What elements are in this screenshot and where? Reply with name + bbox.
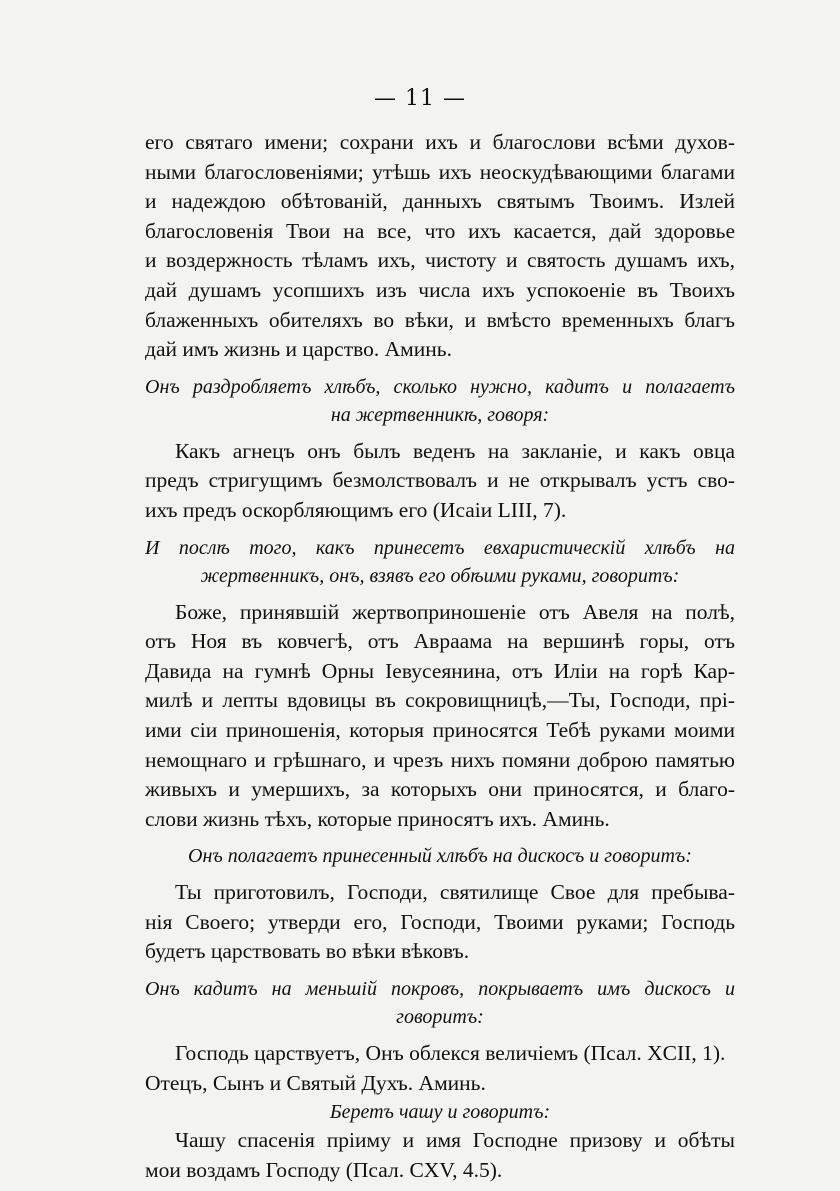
rubric-line: Онъ кадитъ на меньшій покровъ, покрываетъ имъ дискосъ и: [145, 978, 735, 1001]
text-line: Господь царствуетъ, Онъ облекся величіемъ (Псал. XCII, 1).: [175, 1041, 726, 1066]
rubric-line: на жертвенникѣ, говоря:: [330, 403, 550, 426]
paragraph-psalm-92: [145, 1039, 735, 1098]
rubric-line: Беретъ чашу и говоритъ:: [329, 1101, 551, 1124]
text-line: живыхъ и умершихъ, за которыхъ они приносятся, и благо-: [145, 777, 735, 802]
text-line: Чашу спасенія пріиму и имя Господне призову и обѣты: [175, 1128, 735, 1153]
rubric-instruction: [145, 373, 735, 429]
text-line: предъ стригущимъ безмолствовалъ и не открывалъ устъ сво-: [145, 468, 735, 493]
text-line: блаженныхъ обителяхъ во вѣки, и вмѣсто временныхъ благъ: [145, 307, 735, 332]
text-line: Давида на гумнѣ Орны Іевусеянина, отъ Иліи на горѣ Кар-: [145, 658, 735, 683]
text-line: отъ Ноя въ ковчегѣ, отъ Авраама на вершинѣ горы, отъ: [145, 629, 735, 654]
rubric-line: говоритъ:: [396, 1006, 484, 1029]
rubric-instruction: [145, 842, 735, 870]
text-line: ими сіи приношенія, которыя приносятся Тебѣ руками моими: [145, 717, 735, 742]
text-line: и воздержность тѣламъ ихъ, чистоту и святость душамъ ихъ,: [145, 248, 735, 273]
rubric-line: Онъ раздробляетъ хлѣбъ, сколько нужно, кадитъ и полагаетъ: [145, 375, 735, 398]
text-line: Какъ агнецъ онъ былъ веденъ на закланіе, и какъ овца: [175, 438, 735, 463]
rubric-instruction: [145, 534, 735, 590]
paragraph-prayer-blessing: [145, 128, 735, 365]
text-line: немощнаго и грѣшнаго, и чрезъ нихъ помяни доброю памятью: [145, 747, 735, 772]
text-line: Ты приготовилъ, Господи, святилище Свое для пребыва-: [175, 880, 735, 905]
text-line: благословенія Твои на все, что ихъ касается, дай здоровье: [145, 218, 735, 243]
text-line: его святаго имени; сохрани ихъ и благослови всѣми духов-: [145, 130, 735, 154]
text-line: будетъ царствовать во вѣки вѣковъ.: [145, 939, 470, 964]
rubric-instruction: [145, 975, 735, 1031]
paragraph-offering-prayer: [145, 598, 735, 835]
paragraph-sanctuary: [145, 878, 735, 967]
text-line: ными благословеніями; утѣшь ихъ неоскудѣвающими благами: [145, 159, 735, 184]
text-line: ихъ предъ оскорбляющимъ его (Исаіи LIII, 7).: [145, 497, 567, 522]
paragraph-cup: [145, 1126, 735, 1185]
rubric-line: И послѣ того, какъ принесетъ евхаристическій хлѣбъ на: [145, 536, 735, 559]
text-line: Боже, принявшій жертвоприношеніе отъ Авеля на полѣ,: [175, 599, 735, 624]
page-body: [145, 128, 735, 1185]
page-number: — 11 —: [374, 86, 466, 111]
text-line: дай имъ жизнь и царство. Аминь.: [145, 337, 452, 362]
text-line: милѣ и лепты вдовицы въ сокровищницѣ,—Ты, Господи, прі-: [145, 688, 735, 713]
text-line: мои воздамъ Господу (Псал. CXV, 4.5).: [145, 1157, 503, 1182]
text-line: слови жизнь тѣхъ, которые приносятъ ихъ. Аминь.: [145, 806, 610, 831]
text-line: дай душамъ усопшихъ изъ числа ихъ успокоеніе въ Твоихъ: [145, 277, 735, 302]
text-line: нія Своего; утверди его, Господи, Твоими руками; Господь: [145, 909, 735, 934]
rubric-line: Онъ полагаетъ принесенный хлѣбъ на дискосъ и говоритъ:: [188, 845, 692, 868]
rubric-instruction: [145, 1098, 735, 1126]
paragraph-isaiah-quote: [145, 437, 735, 526]
text-line: и надеждою обѣтованій, данныхъ святымъ Твоимъ. Излей: [145, 189, 735, 214]
text-line: Отецъ, Сынъ и Святый Духъ. Аминь.: [145, 1070, 486, 1095]
rubric-line: жертвенникъ, онъ, взявъ его обѣими руками, говоритъ:: [200, 564, 680, 587]
